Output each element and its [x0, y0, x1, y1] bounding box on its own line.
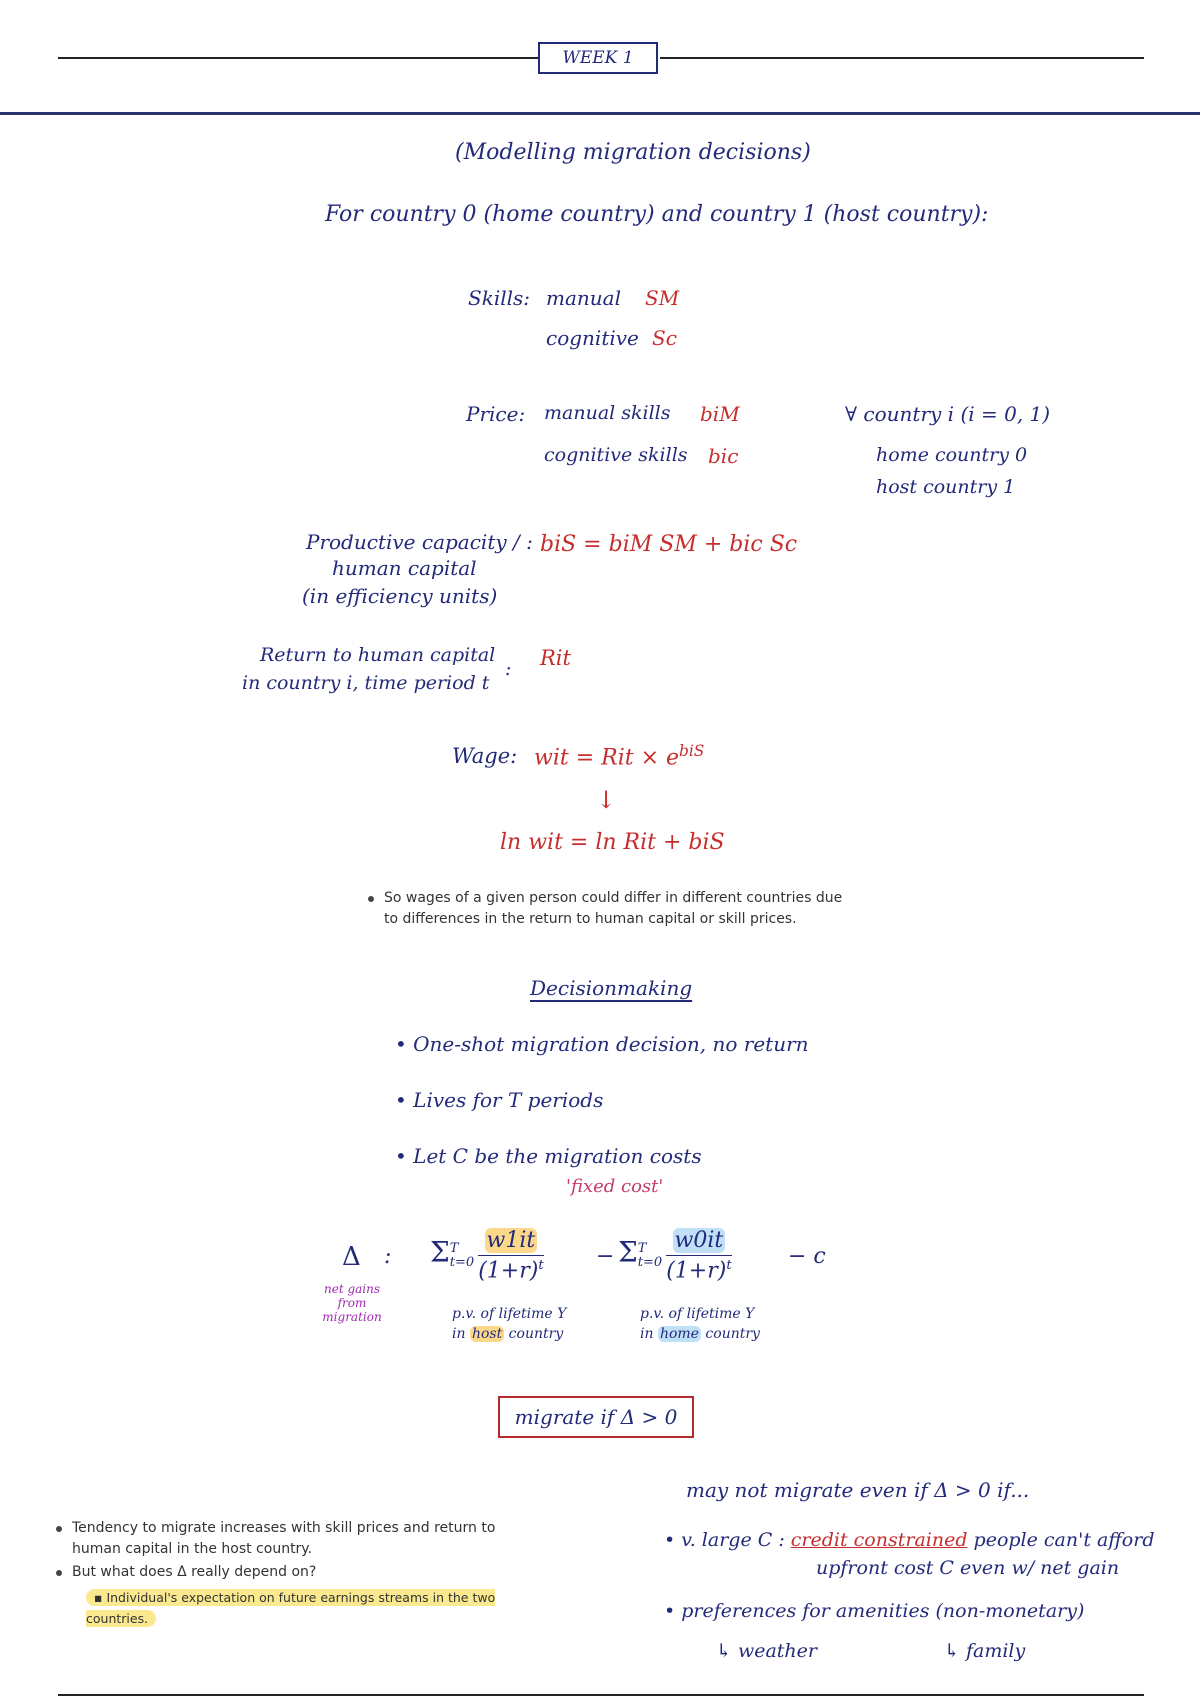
- home-country-note: home country 0: [876, 444, 1028, 466]
- bullet-dot: [368, 896, 374, 902]
- net-gains-note: net gains from migration: [322, 1282, 382, 1324]
- amenities-item: • preferences for amenities (non-monetary): [664, 1600, 1085, 1622]
- credit-constrained: credit constrained: [790, 1529, 968, 1551]
- price-manual-symbol: biM: [700, 402, 740, 426]
- top-rule-right: [660, 57, 1144, 59]
- decision-item-2-text: Lives for T periods: [413, 1088, 604, 1112]
- productive-label-2: human capital: [332, 556, 477, 580]
- return-label-1: Return to human capital: [260, 644, 496, 666]
- decision-item-3: • Let C be the migration costs: [395, 1144, 702, 1168]
- host-fraction: [478, 1228, 543, 1283]
- home-sum-term: [618, 1228, 736, 1283]
- fixed-cost-note: 'fixed cost': [566, 1176, 664, 1197]
- intro-line: For country 0 (home country) and country 1 (host country):: [325, 202, 989, 227]
- price-manual: manual skills: [544, 402, 671, 424]
- wages-note-text: So wages of a given person could differ in different countries due to differences in the return to human capital or skill prices.: [384, 890, 843, 927]
- host-discount: (1+r): [478, 1258, 539, 1284]
- wages-note: [368, 888, 858, 930]
- wage-label: Wage:: [452, 744, 518, 768]
- bottom-rule: [58, 1694, 1144, 1696]
- sum-host-upper: T: [449, 1240, 459, 1256]
- skill-cognitive-symbol: Sc: [652, 326, 677, 350]
- minus-sign: −: [596, 1244, 615, 1269]
- family-subitem: ↳ family: [944, 1640, 1026, 1662]
- pv-host-label: p.v. of lifetime Y in host country: [452, 1306, 567, 1342]
- delta-symbol: Δ: [342, 1242, 361, 1272]
- wage-exponent: biS: [679, 742, 705, 760]
- may-not-migrate-heading: may not migrate even if Δ > 0 if...: [686, 1478, 1030, 1502]
- skill-manual: manual: [546, 286, 621, 310]
- delta-colon: :: [384, 1244, 392, 1269]
- home-wage: w0it: [674, 1228, 724, 1253]
- price-cognitive: cognitive skills: [544, 444, 688, 466]
- return-label-2: in country i, time period t: [242, 672, 490, 694]
- wage-equation-main: wit = Rit × e: [534, 745, 680, 771]
- sum-home-upper: T: [637, 1240, 647, 1256]
- skills-label: Skills:: [468, 286, 531, 310]
- sigma-home: Σ: [618, 1235, 638, 1269]
- return-colon: :: [505, 658, 512, 680]
- host-country-note: host country 1: [876, 476, 1016, 498]
- weather-subitem: ↳ weather: [716, 1640, 817, 1662]
- decision-item-2: • Lives for T periods: [395, 1088, 604, 1112]
- home-discount-exp: t: [726, 1258, 732, 1273]
- bullet-tendency: Tendency to migrate increases with skill prices and return to human capital in the host country.: [56, 1518, 536, 1560]
- home-discount: (1+r): [666, 1258, 727, 1284]
- down-arrow: ↓: [596, 786, 617, 814]
- large-c-item: • v. large C : credit constrained people can't afford upfront cost C even w/ net gain: [664, 1529, 1155, 1579]
- bottom-left-notes: [56, 1518, 536, 1629]
- page-title: (Modelling migration decisions): [455, 140, 811, 165]
- bullet-depend: But what does Δ really depend on?: [56, 1562, 536, 1583]
- sum-home-lower: t=0: [637, 1254, 663, 1270]
- top-rule-left: [58, 57, 538, 59]
- decision-heading: Decisionmaking: [530, 976, 693, 1000]
- productive-label-1: Productive capacity / :: [306, 530, 533, 554]
- productive-equation: biS = biM SM + bic Sc: [540, 532, 798, 557]
- header-divider: [0, 112, 1200, 115]
- price-label: Price:: [466, 402, 526, 426]
- week-box: [538, 42, 658, 74]
- skill-manual-symbol: SM: [645, 286, 680, 310]
- skill-cognitive: cognitive: [546, 326, 639, 350]
- pv-home-label: p.v. of lifetime Y in home country: [640, 1306, 760, 1342]
- forall-country: ∀ country i (i = 0, 1): [845, 402, 1051, 426]
- sigma-host: Σ: [430, 1235, 450, 1269]
- decision-item-1-text: One-shot migration decision, no return: [413, 1032, 809, 1056]
- bullet-expectation: ▪ Individual's expectation on future earnings streams in the two countries.: [86, 1590, 496, 1626]
- host-wage: w1it: [486, 1228, 536, 1253]
- price-cognitive-symbol: bic: [708, 444, 739, 468]
- minus-cost: − c: [788, 1244, 826, 1269]
- week-label: WEEK 1: [562, 48, 634, 68]
- migrate-rule-box: [498, 1396, 694, 1438]
- return-symbol: Rit: [540, 646, 571, 670]
- migrate-rule: migrate if Δ > 0: [514, 1405, 678, 1429]
- host-sum-term: [430, 1228, 548, 1283]
- host-discount-exp: t: [538, 1258, 544, 1273]
- wage-equation: [534, 742, 704, 770]
- productive-label-3: (in efficiency units): [302, 584, 498, 608]
- log-wage-equation: ln wit = ln Rit + biS: [500, 830, 725, 855]
- decision-item-1: • One-shot migration decision, no return: [395, 1032, 809, 1056]
- sum-host-lower: t=0: [449, 1254, 475, 1270]
- decision-item-3-text: Let C be the migration costs: [413, 1144, 702, 1168]
- home-fraction: [666, 1228, 731, 1283]
